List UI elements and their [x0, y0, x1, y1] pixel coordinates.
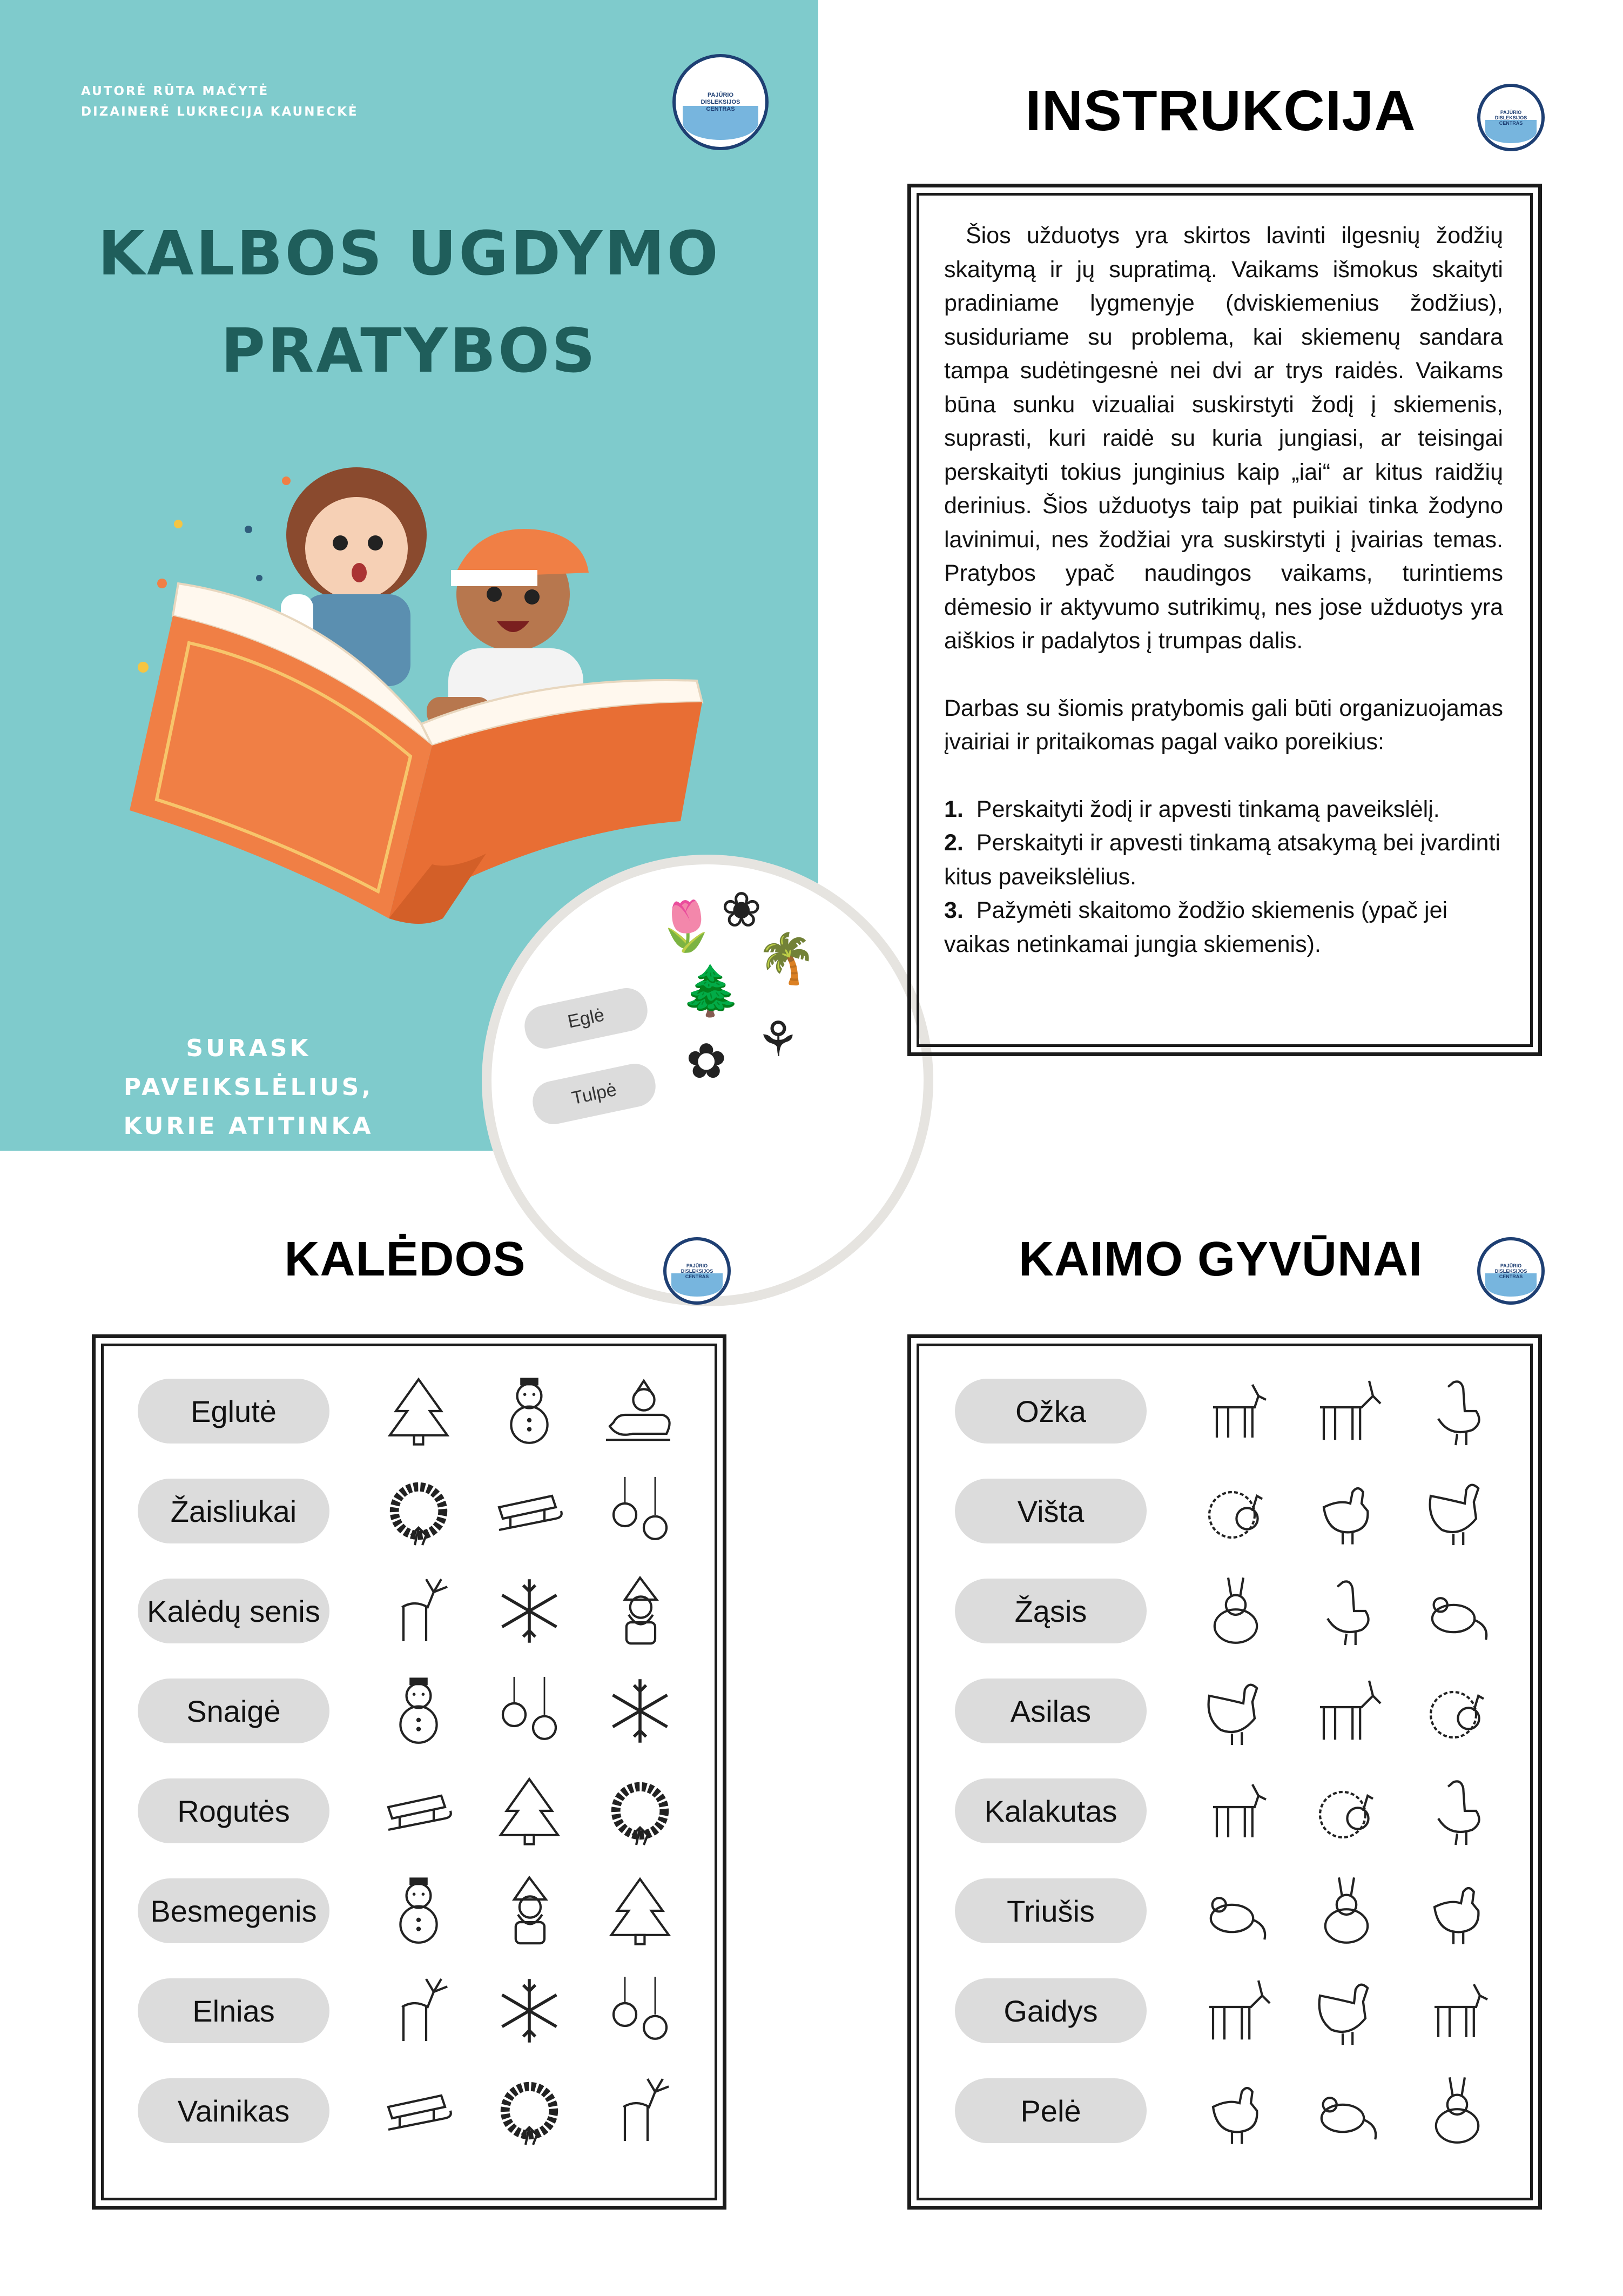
rooster-icon[interactable]	[1306, 1970, 1387, 2051]
instruction-text	[944, 219, 1503, 961]
logo	[672, 54, 769, 150]
page-title-kaimo-gyvunai: KAIMO GYVŪNAI	[1018, 1232, 1423, 1286]
step-number: 1.	[944, 796, 964, 822]
goose-icon[interactable]	[1417, 1371, 1498, 1452]
instruction-step	[944, 826, 1503, 894]
donkey-icon[interactable]	[1195, 1970, 1276, 2051]
goat-icon[interactable]	[1195, 1770, 1276, 1851]
snowman-icon[interactable]	[378, 1870, 459, 1951]
snowman-icon[interactable]	[489, 1371, 570, 1452]
hen-icon[interactable]	[1417, 1870, 1498, 1951]
tulip-icon: 🌷	[656, 898, 717, 955]
sled-icon[interactable]	[378, 2070, 459, 2151]
tulip-icon: ⚘	[756, 1011, 800, 1068]
tree-icon[interactable]	[378, 1371, 459, 1452]
instruction-paragraph: Šios užduotys yra skirtos lavinti ilgesnių žodžių skaitymą ir jų supratimą. Vaikams išmokus skaityti pradiniame lygmenyje (dviskiemenius žodžius), susiduriame su problema, kai skiemenų sandara tampa sudėtingesnė nei dvi ar trys raidės. Vaikams būna sunku vizualiai suskirstyti žodį į skiemenis, suprasti, kuri raidė su kuria jungiasi, ar teisingai perskaityti tokius junginius kaip „iai“ ar kitus raidžių derinius. Šios užduotys taip pat puikiai tinka žodyno lavinimui, nes žodžiai yra suskirstyti į įvairias temas. Pratybos ypač naudingos vaikams, turintiems dėmesio ir aktyvumo sutrikimų, nes jose užduotys yra aiškios ir padalytos į trumpas dalis.	[944, 223, 1503, 654]
logo-text: CENTRAS	[1499, 120, 1523, 126]
word-pill: Asilas	[955, 1679, 1147, 1743]
mouse-icon[interactable]	[1417, 1570, 1498, 1651]
rose-icon: ❀	[721, 882, 762, 938]
deer-icon[interactable]	[378, 1570, 459, 1651]
word-pill: Višta	[955, 1479, 1147, 1543]
logo-text: PAJŪRIO	[1500, 1263, 1522, 1268]
tagline-line2: KURIE ATITINKA ŽODELIUS!	[123, 1112, 374, 1179]
palm-tree-icon: 🌴	[756, 930, 817, 987]
word-pill: Žaisliukai	[138, 1479, 329, 1543]
step-text: Perskaityti ir apvesti tinkamą atsakymą bei įvardinti kitus paveikslėlius.	[944, 830, 1501, 890]
rabbit-icon[interactable]	[1417, 2070, 1498, 2151]
snowflake-icon[interactable]	[489, 1570, 570, 1651]
cover-tagline	[65, 1029, 432, 1185]
logo	[663, 1237, 731, 1305]
pine-tree-icon: 🌲	[681, 963, 742, 1019]
book-kids-illustration	[97, 443, 718, 955]
santa-icon[interactable]	[600, 1570, 681, 1651]
flower-icon: ✿	[686, 1033, 727, 1090]
cover-page	[0, 0, 818, 1179]
logo-text: DISLEKSIJOS	[1494, 115, 1527, 120]
goose-icon[interactable]	[1417, 1770, 1498, 1851]
instruction-paragraph: Darbas su šiomis pratybomis gali būti organizuojamas įvairiai ir pritaikomas pagal vaiko poreikius:	[944, 695, 1503, 755]
donkey-icon[interactable]	[1306, 1371, 1387, 1452]
word-pill: Pelė	[955, 2078, 1147, 2143]
ornaments-icon[interactable]	[600, 1471, 681, 1552]
step-number: 3.	[944, 897, 964, 923]
wreath-icon[interactable]	[600, 1770, 681, 1851]
word-pill: Eglutė	[138, 1379, 329, 1444]
goose-icon[interactable]	[1306, 1570, 1387, 1651]
logo	[1477, 84, 1545, 151]
cover-title-line2: PRATYBOS	[220, 316, 598, 386]
wreath-icon[interactable]	[378, 1471, 459, 1552]
mouse-icon[interactable]	[1306, 2070, 1387, 2151]
step-text: Pažymėti skaitomo žodžio skiemenis (ypač jei vaikas netinkamai jungia skiemenis).	[944, 897, 1448, 957]
sled-icon[interactable]	[378, 1770, 459, 1851]
word-pill: Besmegenis	[138, 1878, 329, 1943]
turkey-icon[interactable]	[1195, 1471, 1276, 1552]
rooster-icon[interactable]	[1417, 1471, 1498, 1552]
ornaments-icon[interactable]	[489, 1670, 570, 1751]
snowflake-icon[interactable]	[489, 1970, 570, 2051]
instruction-step	[944, 793, 1503, 827]
donkey-icon[interactable]	[1306, 1670, 1387, 1751]
turkey-icon[interactable]	[1417, 1670, 1498, 1751]
logo-text: CENTRAS	[706, 105, 735, 112]
snowflake-icon[interactable]	[600, 1670, 681, 1751]
snowman-icon[interactable]	[378, 1670, 459, 1751]
santa-icon[interactable]	[489, 1870, 570, 1951]
tree-icon[interactable]	[600, 1870, 681, 1951]
sled-icon[interactable]	[489, 1471, 570, 1552]
designer-credit: DIZAINERĖ LUKRECIJA KAUNECKĖ	[81, 105, 359, 119]
word-pill: Rogutės	[138, 1778, 329, 1843]
rabbit-icon[interactable]	[1306, 1870, 1387, 1951]
goat-icon[interactable]	[1195, 1371, 1276, 1452]
page-title-kaledos: KALĖDOS	[284, 1232, 526, 1286]
logo-text: PAJŪRIO	[707, 91, 734, 98]
logo-text: DISLEKSIJOS	[701, 98, 740, 105]
cover-title-line1: KALBOS UGDYMO	[98, 219, 720, 289]
mouse-icon[interactable]	[1195, 1870, 1276, 1951]
tagline-line1: SURASK PAVEIKSLĖLIUS,	[123, 1035, 374, 1101]
ornaments-icon[interactable]	[600, 1970, 681, 2051]
logo-text: DISLEKSIJOS	[681, 1268, 713, 1274]
word-pill: Kalėdų senis	[138, 1579, 329, 1643]
page-title-instrukcija: INSTRUKCIJA	[1025, 79, 1416, 143]
logo-text: DISLEKSIJOS	[1494, 1268, 1527, 1274]
word-pill: Gaidys	[955, 1978, 1147, 2043]
step-text: Perskaityti žodį ir apvesti tinkamą paveikslėlį.	[976, 796, 1440, 822]
word-pill: Snaigė	[138, 1679, 329, 1743]
rabbit-icon[interactable]	[1195, 1570, 1276, 1651]
logo	[1477, 1237, 1545, 1305]
deer-icon[interactable]	[378, 1970, 459, 2051]
hen-icon[interactable]	[1195, 2070, 1276, 2151]
logo-text: CENTRAS	[685, 1273, 709, 1279]
word-pill: Elnias	[138, 1978, 329, 2043]
word-pill: Vainikas	[138, 2078, 329, 2143]
logo-text: CENTRAS	[1499, 1273, 1523, 1279]
word-pill: Ožka	[955, 1379, 1147, 1444]
santa-sleigh-icon[interactable]	[600, 1371, 681, 1452]
step-number: 2.	[944, 830, 964, 856]
hen-icon[interactable]	[1306, 1471, 1387, 1552]
goat-icon[interactable]	[1417, 1970, 1498, 2051]
sample-word-pill: Tulpė	[529, 1060, 659, 1128]
logo-text: PAJŪRIO	[1500, 109, 1522, 115]
rooster-icon[interactable]	[1195, 1670, 1276, 1751]
word-pill: Žąsis	[955, 1579, 1147, 1643]
wreath-icon[interactable]	[489, 2070, 570, 2151]
word-pill: Triušis	[955, 1878, 1147, 1943]
sample-word-pill: Eglė	[521, 984, 651, 1052]
word-pill: Kalakutas	[955, 1778, 1147, 1843]
instruction-step	[944, 894, 1503, 961]
logo-text: PAJŪRIO	[686, 1263, 708, 1268]
credits	[81, 81, 359, 122]
deer-icon[interactable]	[600, 2070, 681, 2151]
turkey-icon[interactable]	[1306, 1770, 1387, 1851]
author-credit: AUTORĖ RŪTA MAČYTĖ	[81, 84, 270, 98]
tree-icon[interactable]	[489, 1770, 570, 1851]
